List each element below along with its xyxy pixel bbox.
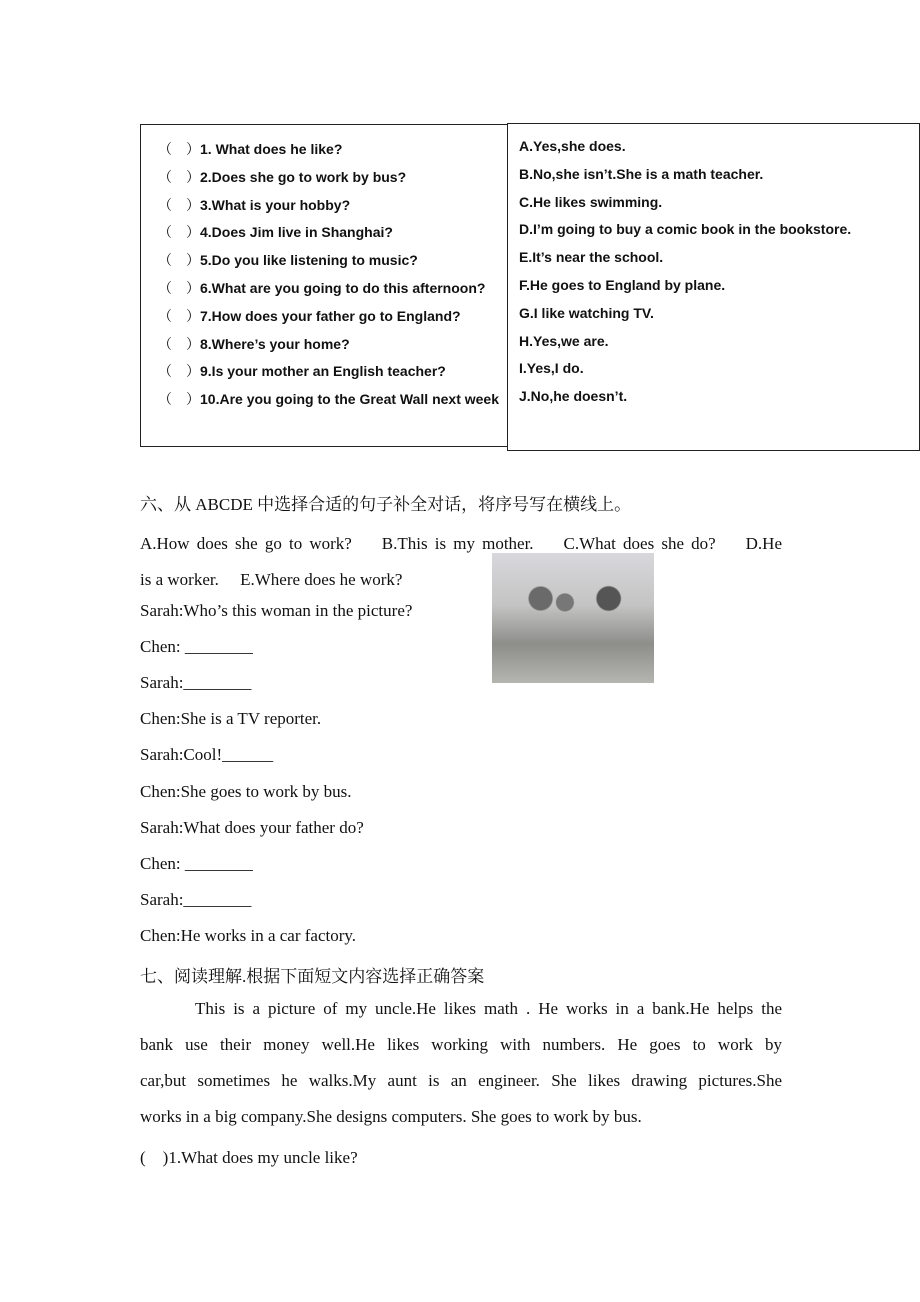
question-row <box>158 389 499 409</box>
dialogue-line: Chen: ________ <box>140 853 253 873</box>
question-text: 10.Are you going to the Great Wall next week <box>200 391 499 408</box>
question-row <box>158 250 418 270</box>
dialogue-line: Chen:She goes to work by bus. <box>140 781 352 801</box>
answer-option: C.He likes swimming. <box>519 193 663 210</box>
answer-option: B.No,she isn’t.She is a math teacher. <box>519 165 764 182</box>
answer-blank: （ ） <box>158 280 200 296</box>
section7-title: 七、阅读理解.根据下面短文内容选择正确答案 <box>140 967 485 986</box>
question-text: 3.What is your hobby? <box>200 196 351 213</box>
answer-blank: （ ） <box>158 363 200 380</box>
passage-line: works in a big company.She designs computers. She goes to work by bus. <box>140 1107 642 1126</box>
question-text: 9.Is your mother an English teacher? <box>200 363 446 380</box>
question-row <box>158 139 342 159</box>
question-text: 8.Where’s your home? <box>200 335 350 352</box>
passage-line: This is a picture of my uncle.He likes math . He works in a bank.He helps the <box>195 999 782 1018</box>
answer-blank: （ ） <box>158 391 200 408</box>
dialogue-line: Chen:She is a TV reporter. <box>140 709 322 729</box>
passage-line: bank use their money well.He likes working with numbers. He goes to work by <box>140 1035 782 1054</box>
answer-blank: （ ） <box>158 335 200 352</box>
answer-option: D.I’m going to buy a comic book in the bookstore. <box>519 221 852 238</box>
answer-blank: （ ） <box>158 196 200 213</box>
section6-options-1: A.How does she go to work? B.This is my mother. C.What does she do? D.He <box>140 534 782 553</box>
dialogue-line: Sarah:What does your father do? <box>140 817 364 837</box>
question-row <box>158 167 406 187</box>
answer-blank: （ ） <box>158 224 200 241</box>
question-text: 6.What are you going to do this afternoon? <box>200 280 486 296</box>
dialogue-line: Sarah:________ <box>140 889 252 909</box>
question-row <box>158 334 350 354</box>
answer-option: F.He goes to England by plane. <box>519 277 726 293</box>
question-1: ( )1.What does my uncle like? <box>140 1148 358 1167</box>
question-row <box>158 306 461 326</box>
answer-option: G.I like watching TV. <box>519 304 654 321</box>
family-photo <box>492 553 654 683</box>
answer-option: A.Yes,she does. <box>519 138 626 154</box>
dialogue-line: Sarah:Who’s this woman in the picture? <box>140 601 413 620</box>
dialogue-line: Sarah:Cool!______ <box>140 745 274 765</box>
section6-options-2: is a worker. E.Where does he work? <box>140 570 403 589</box>
answer-blank: （ ） <box>158 168 200 185</box>
question-text: 1. What does he like? <box>200 141 343 157</box>
answer-option: E.It’s near the school. <box>519 249 664 266</box>
question-text: 2.Does she go to work by bus? <box>200 168 407 185</box>
question-text: 5.Do you like listening to music? <box>200 252 418 269</box>
section6-title: 六、从 ABCDE 中选择合适的句子补全对话，将序号写在横线上。 <box>140 495 632 514</box>
dialogue-line: Sarah:________ <box>140 673 252 693</box>
answer-option: I.Yes,I do. <box>519 360 584 377</box>
question-row <box>158 361 446 381</box>
answer-blank: （ ） <box>158 307 200 324</box>
question-text: 4.Does Jim live in Shanghai? <box>200 224 393 241</box>
question-row <box>158 278 485 298</box>
answer-blank: （ ） <box>158 141 200 157</box>
passage-line: car,but sometimes he walks.My aunt is an engineer. She likes drawing pictures.She <box>140 1071 782 1090</box>
answer-option: H.Yes,we are. <box>519 332 609 349</box>
question-row <box>158 195 350 215</box>
question-row <box>158 222 393 242</box>
answer-option: J.No,he doesn’t. <box>519 388 628 405</box>
dialogue-line: Chen:He works in a car factory. <box>140 925 357 945</box>
question-text: 7.How does your father go to England? <box>200 307 461 324</box>
dialogue-line: Chen: ________ <box>140 637 253 657</box>
answer-blank: （ ） <box>158 252 200 269</box>
